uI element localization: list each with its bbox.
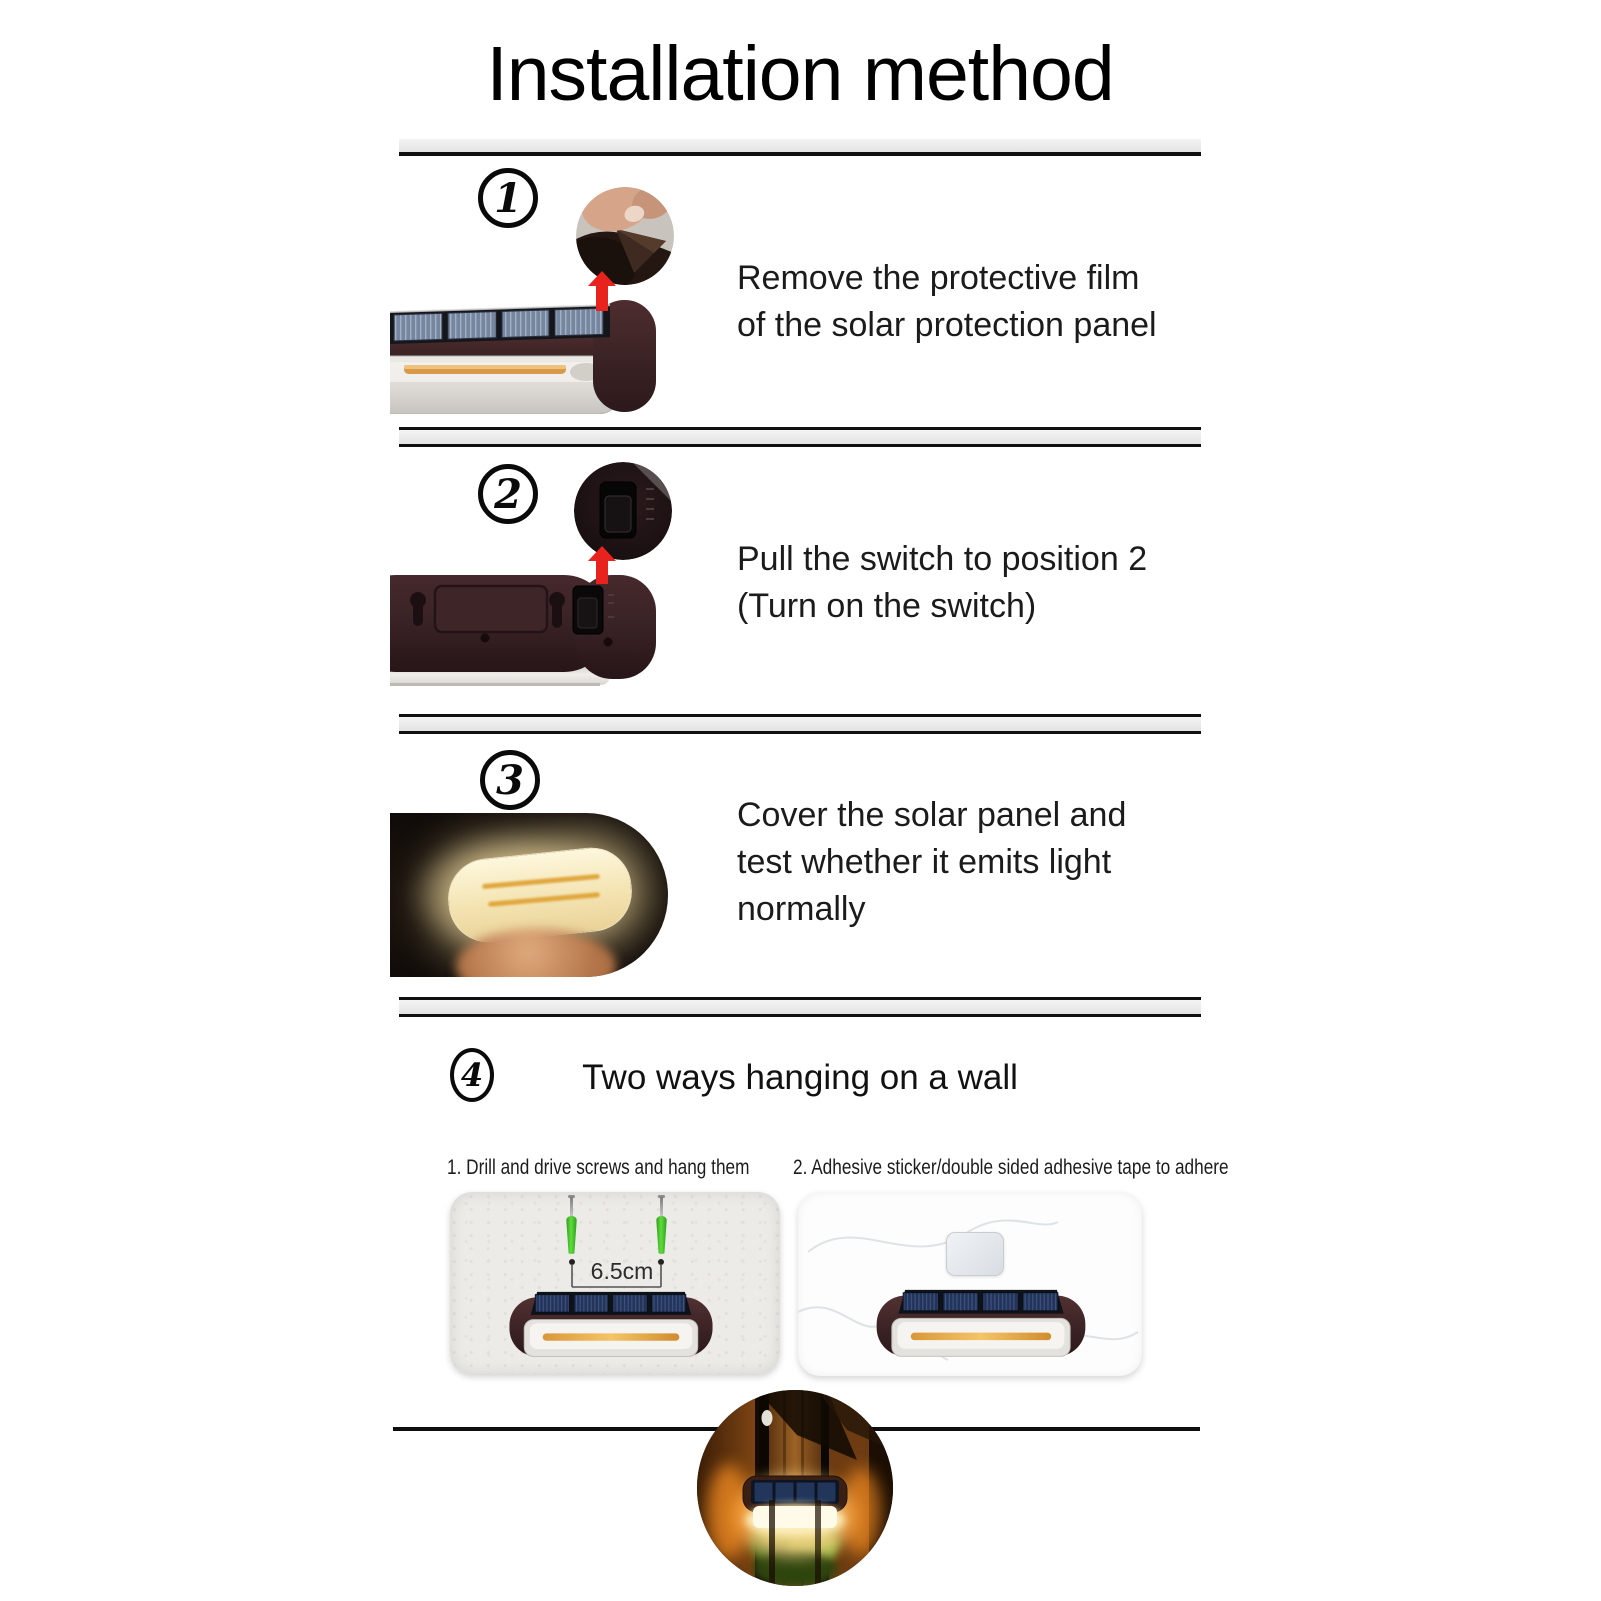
page-title: Installation method bbox=[486, 31, 1114, 117]
section-divider bbox=[399, 997, 1201, 1017]
hanging-method-caption: 1. Drill and drive screws and hang them bbox=[447, 1156, 750, 1179]
solar-light-front-view bbox=[872, 1288, 1090, 1362]
section-divider bbox=[399, 427, 1201, 447]
step-number: 4 bbox=[460, 1056, 484, 1094]
step-text: Cover the solar panel and test whether it emits light normally bbox=[737, 796, 1127, 928]
screw-pin bbox=[660, 1197, 663, 1219]
step-number-badge bbox=[480, 750, 540, 810]
glowing-light-test-photo bbox=[390, 813, 668, 977]
led-strip bbox=[543, 1333, 680, 1340]
anchor-body bbox=[566, 1216, 577, 1254]
battery-door bbox=[435, 586, 547, 632]
adhesive-pad bbox=[946, 1232, 1004, 1276]
hanging-method-caption: 2. Adhesive sticker/double sided adhesive tape to adhere bbox=[793, 1156, 1229, 1179]
night-use-photo bbox=[697, 1390, 893, 1586]
solar-light-front-view bbox=[502, 1290, 720, 1362]
wall-anchor bbox=[656, 1212, 667, 1254]
anchor-body bbox=[656, 1216, 667, 1254]
wall-anchor bbox=[566, 1212, 577, 1254]
solar-panel bbox=[390, 304, 610, 344]
section-divider bbox=[399, 139, 1201, 156]
step-text: Remove the protective film of the solar protection panel bbox=[737, 259, 1157, 344]
screw-distance-label: 6.5cm bbox=[590, 1258, 654, 1284]
step-number-badge bbox=[478, 464, 538, 524]
step-number: 2 bbox=[494, 470, 522, 518]
step-number: 3 bbox=[496, 756, 524, 804]
red-arrow-icon bbox=[588, 546, 616, 584]
mounted-solar-light bbox=[743, 1476, 847, 1536]
screw-hole-highlight bbox=[762, 1410, 773, 1426]
solar-light-top-view-photo bbox=[390, 298, 656, 414]
screw bbox=[481, 634, 490, 643]
step-number-badge bbox=[478, 168, 538, 228]
solar-light-bottom-view-photo bbox=[390, 572, 656, 692]
screw bbox=[604, 638, 613, 647]
screw-pin bbox=[570, 1197, 573, 1219]
led-strip bbox=[911, 1333, 1051, 1341]
step-number: 1 bbox=[494, 174, 522, 222]
step-text: Pull the switch to position 2 (Turn on the switch) bbox=[737, 540, 1148, 625]
step-heading: Two ways hanging on a wall bbox=[582, 1058, 1018, 1097]
section-divider bbox=[399, 714, 1201, 734]
red-arrow-icon bbox=[588, 271, 616, 311]
